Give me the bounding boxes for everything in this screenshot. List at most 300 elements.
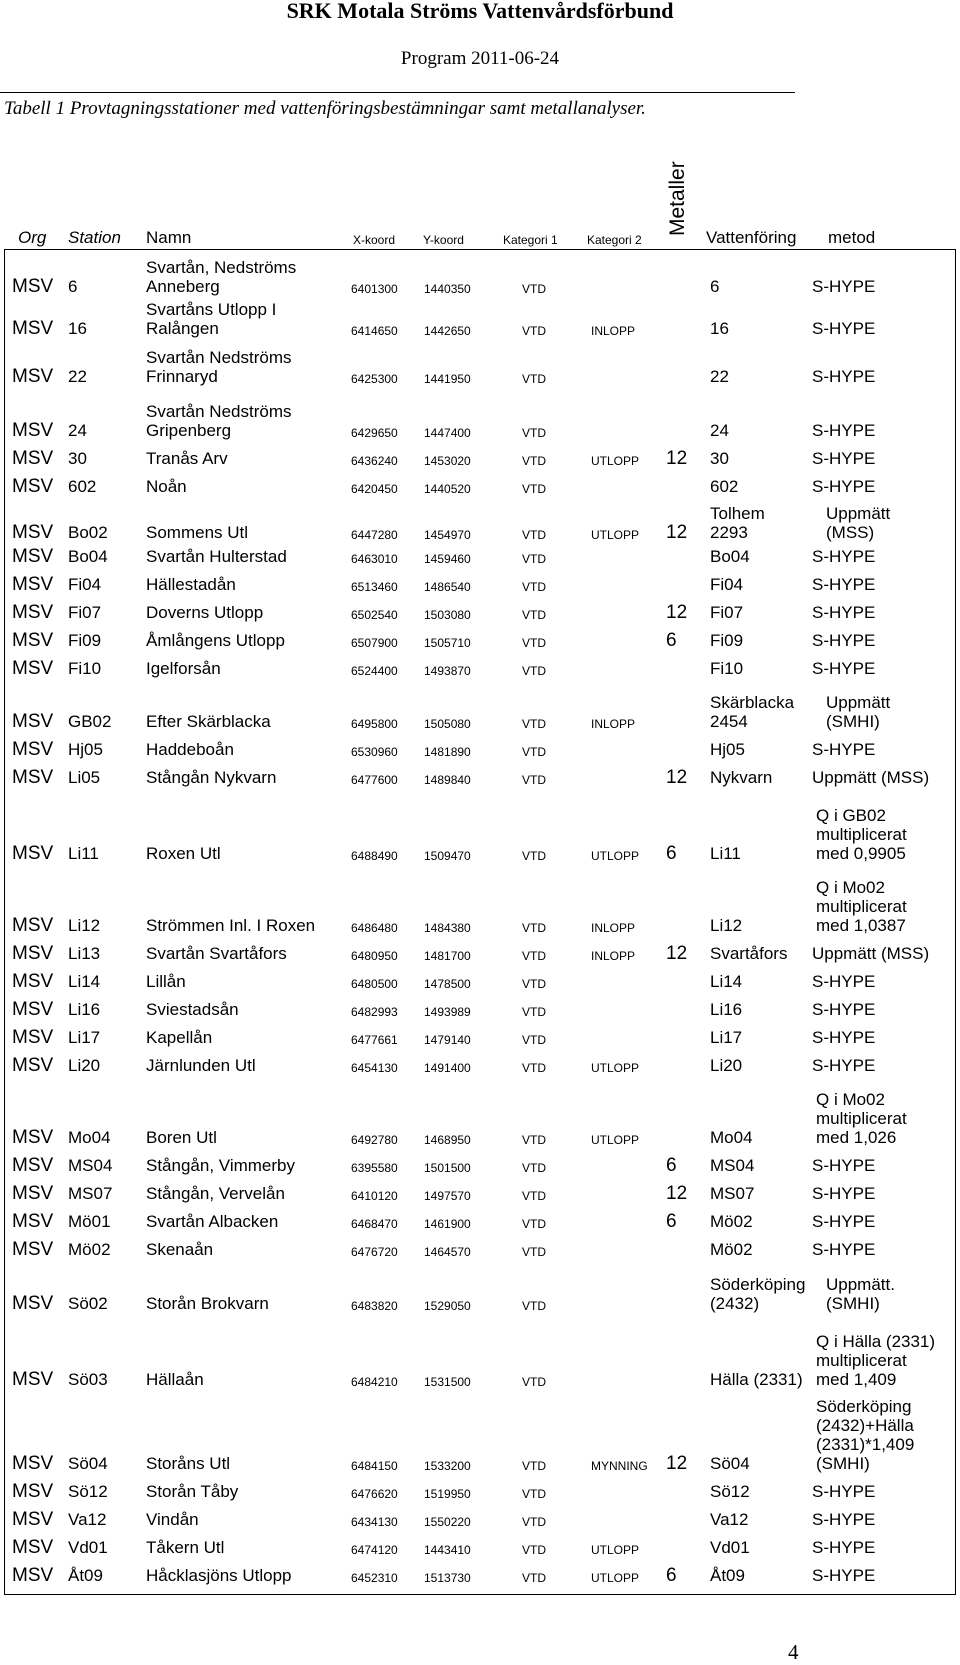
cell-vattenforing: Li14	[710, 972, 743, 991]
org-title: SRK Motala Ströms Vattenvårdsförbund	[286, 0, 674, 23]
cell-org: MSV	[12, 999, 54, 1020]
cell-vattenforing: Li16	[710, 1000, 743, 1019]
cell-ykoord: 1486540	[424, 580, 471, 594]
cell-metod: Q i GB02	[816, 806, 886, 825]
cell-namn: Kapellån	[146, 1028, 213, 1047]
cell-kategori2: UTLOPP	[591, 528, 640, 542]
cell-kategori1: VTD	[522, 1459, 546, 1473]
cell-ykoord: 1531500	[424, 1375, 471, 1389]
cell-kategori1: VTD	[522, 977, 546, 991]
cell-namn: Svartåns Utlopp I	[146, 300, 277, 319]
cell-kategori1: VTD	[522, 745, 546, 759]
cell-kategori1: VTD	[522, 608, 546, 622]
table-caption: Tabell 1 Provtagningsstationer med vattenföringsbestämningar samt metallanalyser.	[4, 98, 646, 119]
cell-namn: Noån	[146, 477, 187, 496]
cell-kategori1: VTD	[522, 636, 546, 650]
cell-metod: Uppmätt (MSS)	[812, 944, 930, 963]
cell-namn: Efter Skärblacka	[146, 712, 271, 731]
cell-xkoord: 6420450	[351, 482, 398, 496]
cell-vattenforing: Sö04	[710, 1454, 750, 1473]
cell-org: MSV	[12, 448, 54, 469]
cell-station: Li05	[68, 768, 101, 787]
cell-ykoord: 1519950	[424, 1487, 471, 1501]
cell-kategori1: VTD	[522, 1005, 546, 1019]
cell-ykoord: 1481890	[424, 745, 471, 759]
cell-vattenforing: Vd01	[710, 1538, 750, 1557]
cell-metod: S-HYPE	[812, 1482, 876, 1501]
cell-org: MSV	[12, 971, 54, 992]
cell-kategori1: VTD	[522, 1161, 546, 1175]
cell-org: MSV	[12, 767, 54, 788]
cell-kategori1: VTD	[522, 552, 546, 566]
cell-vattenforing: 602	[710, 477, 739, 496]
cell-metod: Uppmätt	[826, 504, 891, 523]
cell-namn: Boren Utl	[146, 1128, 217, 1147]
cell-metod: (2432)+Hälla	[816, 1416, 914, 1435]
cell-xkoord: 6524400	[351, 664, 398, 678]
cell-kategori1: VTD	[522, 717, 546, 731]
cell-metod: S-HYPE	[812, 1184, 876, 1203]
cell-namn: Svartån Nedströms	[146, 402, 292, 421]
cell-ykoord: 1513730	[424, 1571, 471, 1585]
cell-ykoord: 1443410	[424, 1543, 471, 1557]
cell-station: Sö03	[68, 1370, 108, 1389]
cell-namn: Lillån	[146, 972, 186, 991]
cell-ykoord: 1505710	[424, 636, 471, 650]
cell-ykoord: 1491400	[424, 1061, 471, 1075]
cell-metaller: 6	[666, 1155, 677, 1176]
cell-vattenforing: 2293	[710, 523, 748, 542]
cell-kategori1: VTD	[522, 1033, 546, 1047]
cell-kategori1: VTD	[522, 664, 546, 678]
cell-vattenforing: Va12	[710, 1510, 749, 1529]
cell-kategori1: VTD	[522, 1571, 546, 1585]
cell-xkoord: 6401300	[351, 282, 398, 296]
cell-station: Bo04	[68, 547, 108, 566]
cell-kategori1: VTD	[522, 1515, 546, 1529]
cell-metod: S-HYPE	[812, 659, 876, 678]
cell-station: MS07	[68, 1184, 113, 1203]
cell-ykoord: 1478500	[424, 977, 471, 991]
cell-station: Åt09	[68, 1566, 103, 1585]
cell-xkoord: 6414650	[351, 324, 398, 338]
cell-namn: Svartån Nedströms	[146, 348, 292, 367]
cell-metod: multiplicerat	[816, 1109, 907, 1128]
cell-kategori2: INLOPP	[591, 717, 636, 731]
cell-xkoord: 6482993	[351, 1005, 398, 1019]
col-head-namn: Namn	[146, 228, 192, 247]
cell-namn: Igelforsån	[146, 659, 221, 678]
cell-org: MSV	[12, 1509, 54, 1530]
cell-vattenforing: MS04	[710, 1156, 755, 1175]
cell-station: Fi09	[68, 631, 102, 650]
cell-metod: S-HYPE	[812, 1156, 876, 1175]
cell-namn: Strömmen Inl. I Roxen	[146, 916, 316, 935]
cell-ykoord: 1493870	[424, 664, 471, 678]
cell-vattenforing: Svartåfors	[710, 944, 788, 963]
cell-xkoord: 6434130	[351, 1515, 398, 1529]
cell-namn: Åmlångens Utlopp	[146, 631, 285, 650]
cell-station: 30	[68, 449, 87, 468]
cell-vattenforing: 24	[710, 421, 729, 440]
cell-xkoord: 6486480	[351, 921, 398, 935]
cell-vattenforing: Fi09	[710, 631, 744, 650]
cell-metaller: 12	[666, 943, 688, 964]
page-number: 4	[788, 1640, 799, 1664]
cell-org: MSV	[12, 574, 54, 595]
cell-ykoord: 1481700	[424, 949, 471, 963]
cell-kategori1: VTD	[522, 1543, 546, 1557]
cell-station: Li16	[68, 1000, 101, 1019]
cell-namn: Haddeboån	[146, 740, 234, 759]
cell-namn: Vindån	[146, 1510, 199, 1529]
cell-namn: Stångån Nykvarn	[146, 768, 277, 787]
cell-org: MSV	[12, 546, 54, 567]
cell-metod: S-HYPE	[812, 1566, 876, 1585]
cell-metod: (SMHI)	[826, 1294, 880, 1313]
cell-namn: Sommens Utl	[146, 523, 249, 542]
cell-station: GB02	[68, 712, 112, 731]
cell-ykoord: 1440350	[424, 282, 471, 296]
cell-metod: med 0,9905	[816, 844, 906, 863]
cell-metod: S-HYPE	[812, 575, 876, 594]
cell-station: Li14	[68, 972, 101, 991]
cell-kategori1: VTD	[522, 1375, 546, 1389]
program-date: Program 2011-06-24	[400, 48, 560, 69]
cell-station: 602	[68, 477, 97, 496]
cell-kategori1: VTD	[522, 773, 546, 787]
cell-ykoord: 1493989	[424, 1005, 471, 1019]
cell-org: MSV	[12, 476, 54, 497]
cell-org: MSV	[12, 1183, 54, 1204]
cell-xkoord: 6474120	[351, 1543, 398, 1557]
cell-vattenforing: 22	[710, 367, 729, 386]
cell-org: MSV	[12, 420, 54, 441]
cell-station: 6	[68, 277, 78, 296]
cell-station: Vd01	[68, 1538, 108, 1557]
cell-org: MSV	[12, 1239, 54, 1260]
cell-ykoord: 1442650	[424, 324, 471, 338]
cell-org: MSV	[12, 366, 54, 387]
cell-metod: Q i Hälla (2331)	[816, 1332, 936, 1351]
cell-xkoord: 6476620	[351, 1487, 398, 1501]
cell-metod: S-HYPE	[812, 1538, 876, 1557]
cell-metod: (SMHI)	[816, 1454, 870, 1473]
cell-kategori1: VTD	[522, 482, 546, 496]
cell-xkoord: 6480500	[351, 977, 398, 991]
cell-ykoord: 1459460	[424, 552, 471, 566]
cell-vattenforing: 2454	[710, 712, 748, 731]
cell-xkoord: 6436240	[351, 454, 398, 468]
cell-metod: (2331)*1,409	[816, 1435, 915, 1454]
cell-namn: Järnlunden Utl	[146, 1056, 256, 1075]
col-head-org: Org	[18, 228, 47, 247]
cell-namn: Skenaån	[146, 1240, 214, 1259]
cell-metod: Q i Mo02	[816, 1090, 885, 1109]
cell-kategori1: VTD	[522, 1133, 546, 1147]
cell-station: 24	[68, 421, 87, 440]
cell-metod: S-HYPE	[812, 972, 876, 991]
col-head-station: Station	[68, 228, 121, 247]
cell-kategori1: VTD	[522, 324, 546, 338]
cell-station: Li17	[68, 1028, 101, 1047]
cell-vattenforing: Fi10	[710, 659, 744, 678]
cell-org: MSV	[12, 1369, 54, 1390]
cell-ykoord: 1468950	[424, 1133, 471, 1147]
cell-kategori2: UTLOPP	[591, 1133, 640, 1147]
cell-vattenforing: Hj05	[710, 740, 745, 759]
cell-org: MSV	[12, 843, 54, 864]
cell-station: Li11	[68, 844, 99, 863]
cell-kategori1: VTD	[522, 1487, 546, 1501]
cell-vattenforing: Li20	[710, 1056, 743, 1075]
cell-metaller: 12	[666, 448, 688, 469]
cell-xkoord: 6463010	[351, 552, 398, 566]
cell-vattenforing: Li12	[710, 916, 743, 935]
cell-ykoord: 1447400	[424, 426, 471, 440]
cell-metaller: 12	[666, 522, 688, 543]
cell-kategori1: VTD	[522, 282, 546, 296]
cell-metod: S-HYPE	[812, 1510, 876, 1529]
cell-org: MSV	[12, 739, 54, 760]
cell-kategori1: VTD	[522, 1189, 546, 1203]
cell-vattenforing: Sö12	[710, 1482, 750, 1501]
cell-namn: Hällaån	[146, 1370, 204, 1389]
cell-vattenforing: (2432)	[710, 1294, 760, 1313]
cell-kategori1: VTD	[522, 426, 546, 440]
cell-org: MSV	[12, 1155, 54, 1176]
cell-org: MSV	[12, 1565, 54, 1586]
cell-kategori2: UTLOPP	[591, 454, 640, 468]
cell-namn: Anneberg	[146, 277, 220, 296]
cell-org: MSV	[12, 276, 54, 297]
cell-xkoord: 6476720	[351, 1245, 398, 1259]
cell-org: MSV	[12, 1293, 54, 1314]
cell-kategori1: VTD	[522, 1217, 546, 1231]
cell-kategori1: VTD	[522, 580, 546, 594]
cell-org: MSV	[12, 1055, 54, 1076]
cell-kategori1: VTD	[522, 1245, 546, 1259]
cell-metod: Uppmätt (MSS)	[812, 768, 930, 787]
cell-xkoord: 6410120	[351, 1189, 398, 1203]
cell-ykoord: 1489840	[424, 773, 471, 787]
cell-kategori1: VTD	[522, 921, 546, 935]
cell-org: MSV	[12, 1537, 54, 1558]
cell-vattenforing: Tolhem	[710, 504, 765, 523]
cell-vattenforing: Mö02	[710, 1240, 753, 1259]
cell-ykoord: 1550220	[424, 1515, 471, 1529]
cell-kategori1: VTD	[522, 949, 546, 963]
cell-xkoord: 6502540	[351, 608, 398, 622]
cell-org: MSV	[12, 318, 54, 339]
cell-org: MSV	[12, 1211, 54, 1232]
cell-station: Mo04	[68, 1128, 111, 1147]
cell-vattenforing: Bo04	[710, 547, 750, 566]
cell-metaller: 12	[666, 602, 688, 623]
cell-ykoord: 1501500	[424, 1161, 471, 1175]
cell-kategori2: MYNNING	[591, 1459, 648, 1473]
cell-vattenforing: Li11	[710, 844, 741, 863]
cell-metod: med 1,026	[816, 1128, 897, 1147]
cell-xkoord: 6454130	[351, 1061, 398, 1075]
cell-ykoord: 1533200	[424, 1459, 471, 1473]
cell-kategori1: VTD	[522, 849, 546, 863]
cell-org: MSV	[12, 1127, 54, 1148]
cell-namn: Stångån, Vervelån	[146, 1184, 285, 1203]
cell-station: Fi10	[68, 659, 102, 678]
cell-kategori1: VTD	[522, 1061, 546, 1075]
cell-metod: S-HYPE	[812, 477, 876, 496]
cell-xkoord: 6425300	[351, 372, 398, 386]
cell-org: MSV	[12, 915, 54, 936]
cell-metaller: 12	[666, 1183, 688, 1204]
cell-ykoord: 1484380	[424, 921, 471, 935]
cell-xkoord: 6468470	[351, 1217, 398, 1231]
cell-vattenforing: 16	[710, 319, 729, 338]
cell-vattenforing: 6	[710, 277, 720, 296]
cell-ykoord: 1497570	[424, 1189, 471, 1203]
cell-metod: Q i Mo02	[816, 878, 885, 897]
cell-org: MSV	[12, 1027, 54, 1048]
cell-station: Sö12	[68, 1482, 108, 1501]
cell-metod: (MSS)	[826, 523, 875, 542]
cell-namn: Storån Brokvarn	[146, 1294, 269, 1313]
cell-org: MSV	[12, 602, 54, 623]
cell-kategori2: UTLOPP	[591, 1061, 640, 1075]
cell-metaller: 12	[666, 1453, 688, 1474]
cell-ykoord: 1453020	[424, 454, 471, 468]
cell-metod: med 1,409	[816, 1370, 897, 1389]
cell-metod: multiplicerat	[816, 897, 907, 916]
cell-kategori2: UTLOPP	[591, 1571, 640, 1585]
cell-metod: S-HYPE	[812, 1240, 876, 1259]
cell-station: 16	[68, 319, 87, 338]
cell-metaller: 12	[666, 767, 688, 788]
col-head-metaller: Metaller	[666, 161, 689, 236]
cell-kategori2: INLOPP	[591, 324, 636, 338]
cell-xkoord: 6484150	[351, 1459, 398, 1473]
cell-org: MSV	[12, 943, 54, 964]
cell-vattenforing: Fi07	[710, 603, 744, 622]
cell-namn: Ralången	[146, 319, 219, 338]
cell-kategori1: VTD	[522, 528, 546, 542]
cell-namn: Storån Tåby	[146, 1482, 239, 1501]
cell-kategori1: VTD	[522, 454, 546, 468]
cell-kategori1: VTD	[522, 372, 546, 386]
cell-ykoord: 1454970	[424, 528, 471, 542]
cell-namn: Hällestadån	[146, 575, 236, 594]
cell-vattenforing: Nykvarn	[710, 768, 773, 787]
cell-namn: Svartån Albacken	[146, 1212, 279, 1231]
cell-namn: Tåkern Utl	[146, 1538, 225, 1557]
cell-vattenforing: Li17	[710, 1028, 743, 1047]
cell-kategori2: INLOPP	[591, 921, 636, 935]
cell-xkoord: 6484210	[351, 1375, 398, 1389]
cell-xkoord: 6429650	[351, 426, 398, 440]
cell-namn: Gripenberg	[146, 421, 232, 440]
cell-ykoord: 1479140	[424, 1033, 471, 1047]
cell-xkoord: 6513460	[351, 580, 398, 594]
cell-station: Fi07	[68, 603, 102, 622]
cell-station: 22	[68, 367, 87, 386]
cell-metod: S-HYPE	[812, 631, 876, 650]
cell-station: Bo02	[68, 523, 108, 542]
cell-kategori2: UTLOPP	[591, 1543, 640, 1557]
cell-xkoord: 6507900	[351, 636, 398, 650]
cell-metod: S-HYPE	[812, 277, 876, 296]
cell-metod: S-HYPE	[812, 547, 876, 566]
cell-xkoord: 6477600	[351, 773, 398, 787]
cell-metod: multiplicerat	[816, 1351, 907, 1370]
cell-metod: S-HYPE	[812, 319, 876, 338]
cell-org: MSV	[12, 1453, 54, 1474]
cell-xkoord: 6447280	[351, 528, 398, 542]
cell-ykoord: 1440520	[424, 482, 471, 496]
cell-station: Sö02	[68, 1294, 108, 1313]
cell-xkoord: 6530960	[351, 745, 398, 759]
cell-station: Va12	[68, 1510, 107, 1529]
cell-kategori2: UTLOPP	[591, 849, 640, 863]
cell-org: MSV	[12, 658, 54, 679]
col-head-metod: metod	[828, 228, 876, 247]
cell-station: MS04	[68, 1156, 113, 1175]
cell-metod: S-HYPE	[812, 1028, 876, 1047]
col-head-kategori2: Kategori 2	[587, 233, 642, 247]
cell-vattenforing: MS07	[710, 1184, 755, 1203]
cell-org: MSV	[12, 711, 54, 732]
cell-vattenforing: Mo04	[710, 1128, 753, 1147]
cell-metod: S-HYPE	[812, 603, 876, 622]
cell-metod: S-HYPE	[812, 421, 876, 440]
cell-namn: Svartån Hulterstad	[146, 547, 287, 566]
cell-metod: med 1,0387	[816, 916, 906, 935]
cell-namn: Svartån, Nedströms	[146, 258, 297, 277]
cell-ykoord: 1464570	[424, 1245, 471, 1259]
cell-vattenforing: Skärblacka	[710, 693, 795, 712]
cell-metod: S-HYPE	[812, 740, 876, 759]
cell-namn: Storåns Utl	[146, 1454, 231, 1473]
cell-ykoord: 1441950	[424, 372, 471, 386]
cell-namn: Sviestadsån	[146, 1000, 239, 1019]
cell-ykoord: 1505080	[424, 717, 471, 731]
cell-metod: Uppmätt.	[826, 1275, 895, 1294]
cell-xkoord: 6480950	[351, 949, 398, 963]
cell-namn: Frinnaryd	[146, 367, 218, 386]
cell-station: Li20	[68, 1056, 101, 1075]
cell-station: Hj05	[68, 740, 103, 759]
cell-namn: Håcklasjöns Utlopp	[146, 1566, 292, 1585]
cell-metaller: 6	[666, 630, 677, 651]
col-head-kategori1: Kategori 1	[503, 233, 558, 247]
col-head-ykoord: Y-koord	[423, 233, 464, 247]
cell-namn: Tranås Arv	[146, 449, 228, 468]
cell-namn: Roxen Utl	[146, 844, 221, 863]
cell-station: Mö01	[68, 1212, 111, 1231]
cell-station: Sö04	[68, 1454, 108, 1473]
cell-metod: S-HYPE	[812, 1056, 876, 1075]
cell-metaller: 6	[666, 1565, 677, 1586]
cell-xkoord: 6492780	[351, 1133, 398, 1147]
cell-xkoord: 6495800	[351, 717, 398, 731]
cell-xkoord: 6483820	[351, 1299, 398, 1313]
cell-ykoord: 1509470	[424, 849, 471, 863]
cell-metod: S-HYPE	[812, 1212, 876, 1231]
cell-org: MSV	[12, 1481, 54, 1502]
cell-metod: S-HYPE	[812, 1000, 876, 1019]
cell-vattenforing: Åt09	[710, 1566, 745, 1585]
cell-xkoord: 6452310	[351, 1571, 398, 1585]
cell-station: Fi04	[68, 575, 102, 594]
